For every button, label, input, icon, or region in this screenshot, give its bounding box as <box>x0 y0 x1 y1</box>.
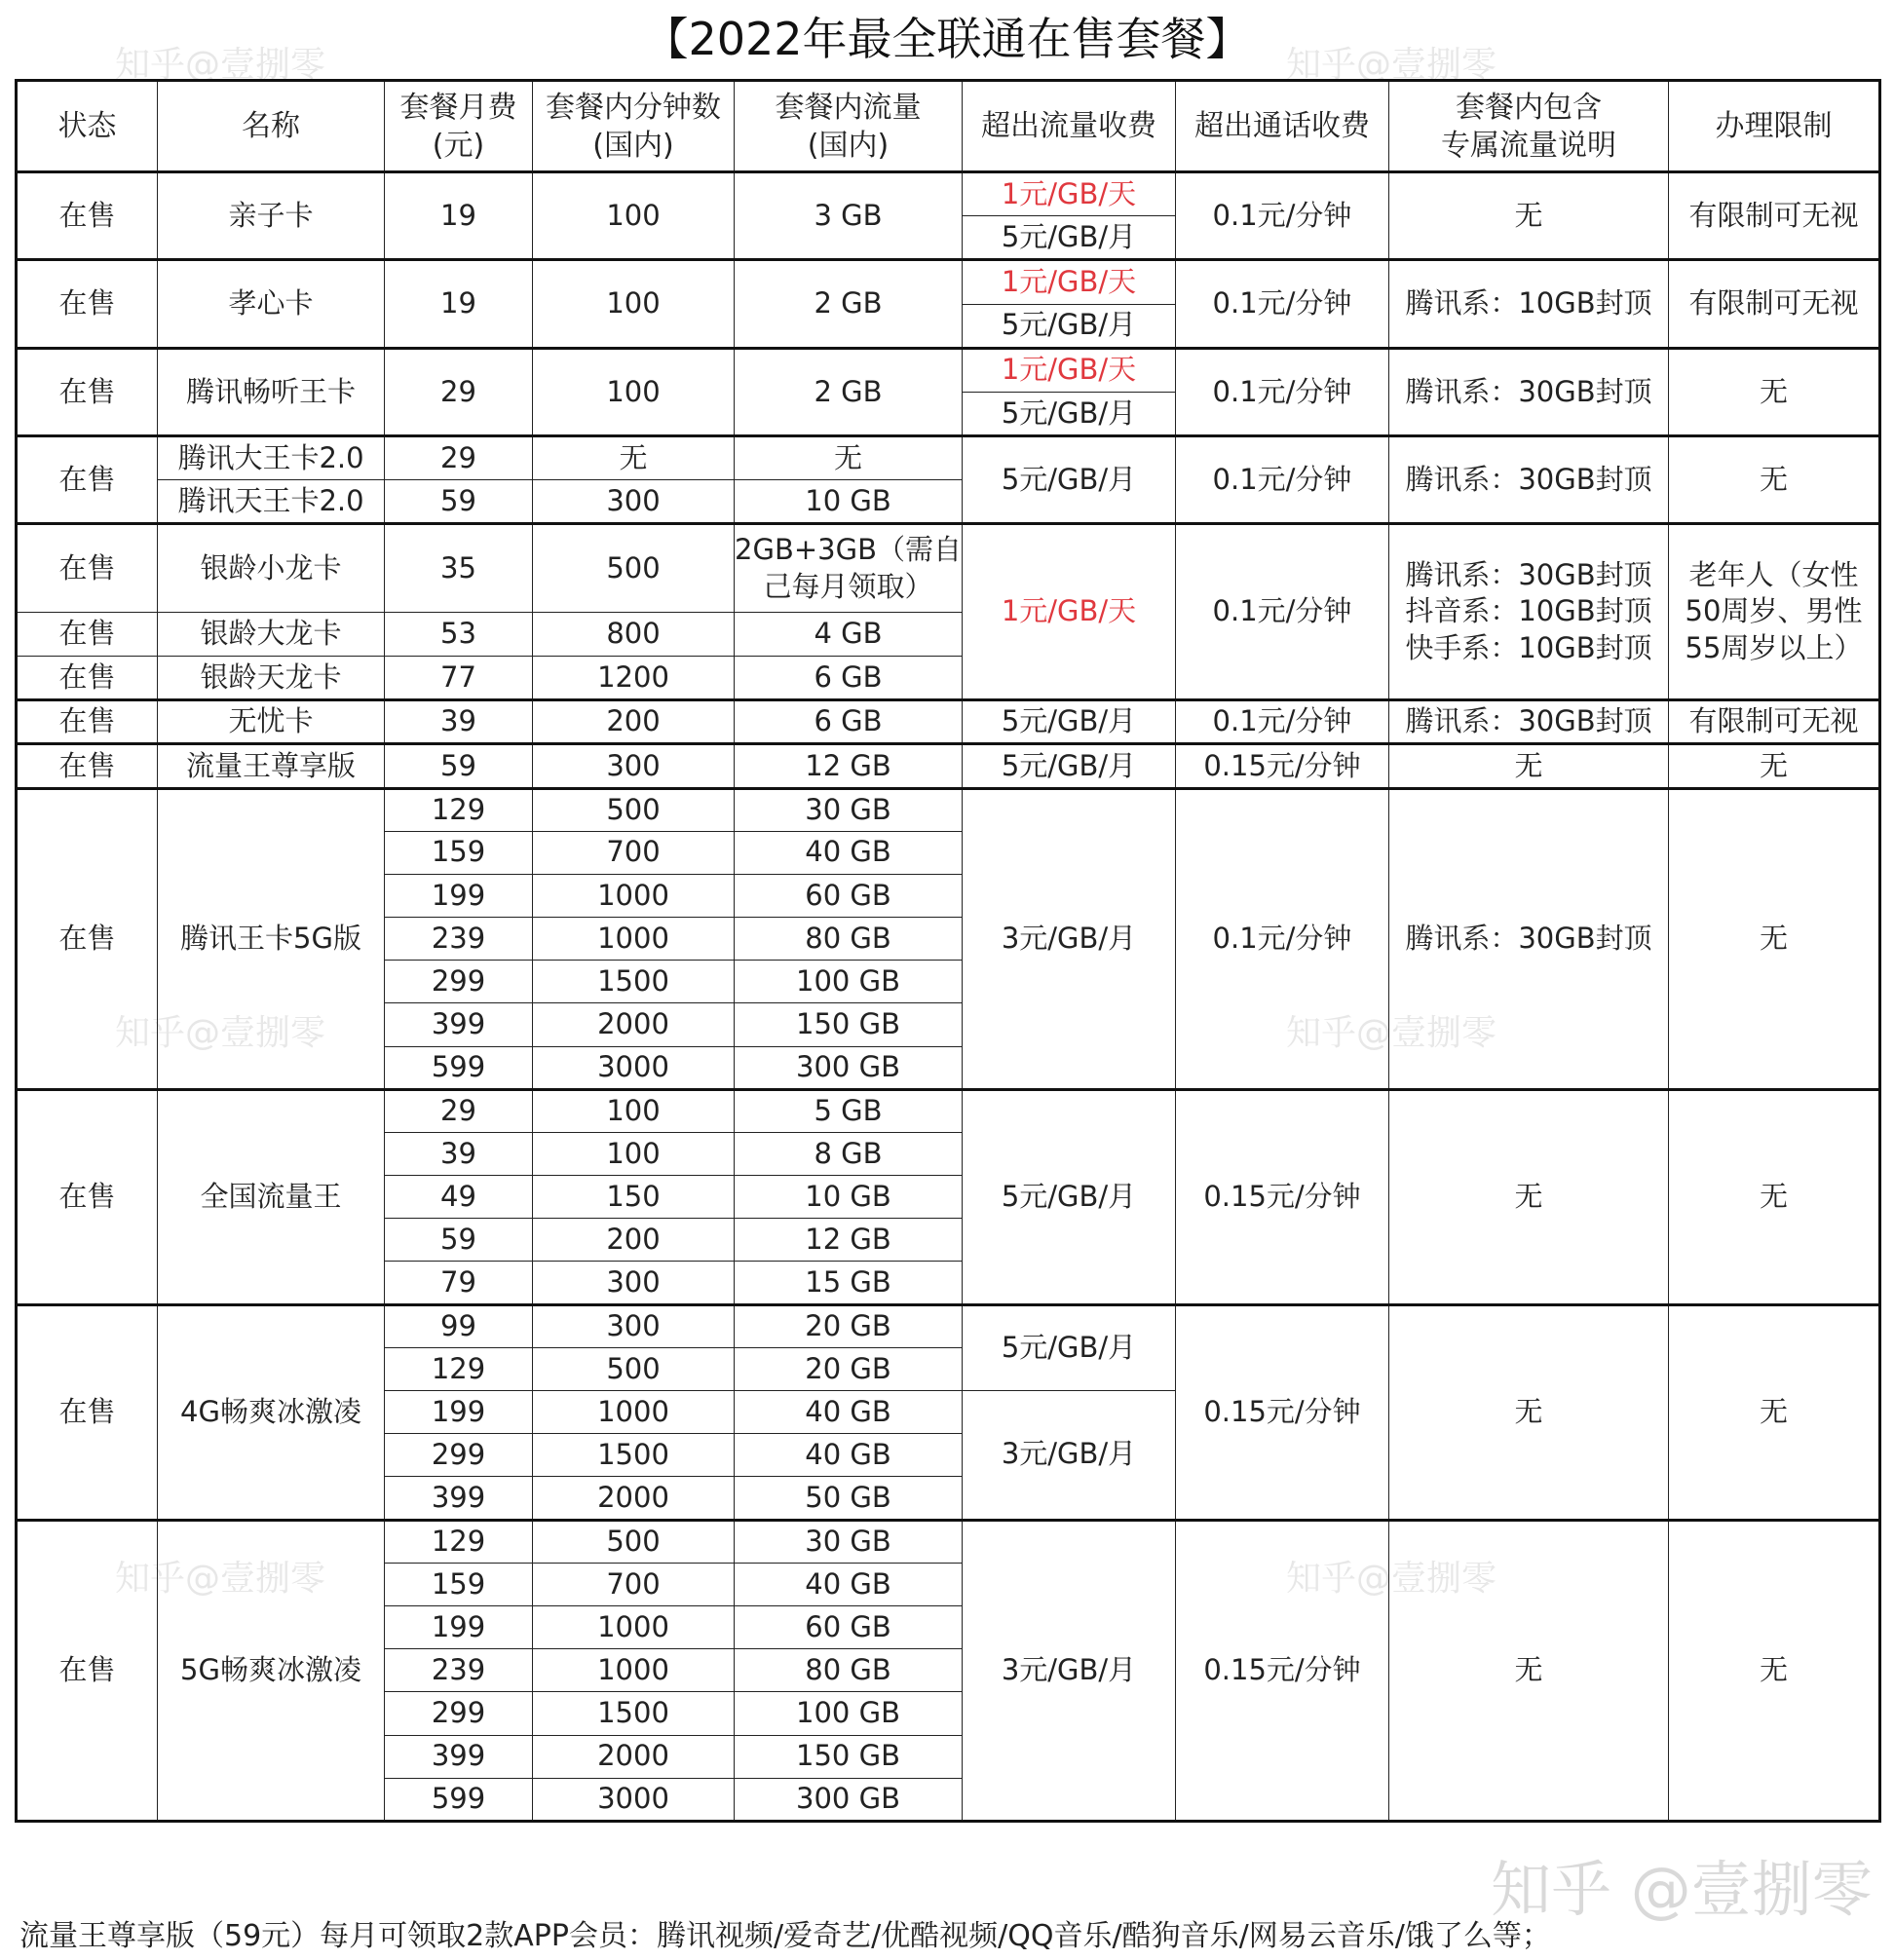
page-title: 【2022年最全联通在售套餐】 <box>643 13 1251 65</box>
row-group <box>17 1304 1880 1520</box>
included-cell: 无 <box>1389 1520 1669 1821</box>
data-cell: 100 GB <box>735 1692 963 1735</box>
included-cell: 无 <box>1389 744 1669 788</box>
data-cell <box>735 524 963 612</box>
table-row <box>17 436 1880 480</box>
name-cell: 银龄大龙卡 <box>158 612 385 656</box>
included-cell: 无 <box>1389 1304 1669 1520</box>
limit-line: 50周岁、男性 <box>1685 594 1863 628</box>
table-row <box>17 788 1880 831</box>
minutes-cell: 150 <box>533 1176 735 1219</box>
status-cell: 在售 <box>17 1520 158 1821</box>
fee-cell: 39 <box>385 1132 533 1175</box>
col-fee <box>385 81 533 172</box>
limit-cell: 无 <box>1669 1304 1880 1520</box>
watermark: 知乎@壹捌零 <box>1286 1559 1497 1599</box>
limit-line: 老年人（女性 <box>1688 557 1859 591</box>
limit-line: 55周岁以上） <box>1685 631 1863 665</box>
minutes-cell: 1200 <box>533 656 735 699</box>
limit-cell: 无 <box>1669 436 1880 524</box>
fee-cell: 199 <box>385 874 533 917</box>
name-cell: 腾讯王卡5G版 <box>158 788 385 1089</box>
fee-cell: 399 <box>385 1477 533 1520</box>
fee-cell: 199 <box>385 1605 533 1648</box>
fee-cell: 59 <box>385 480 533 524</box>
overdata-cell: 3元/GB/月 <box>963 1520 1176 1821</box>
col-overcall: 超出通话收费 <box>1176 81 1389 172</box>
name-cell: 孝心卡 <box>158 260 385 348</box>
table-row <box>17 1089 1880 1132</box>
overdata-cell: 1元/GB/天 <box>963 172 1176 216</box>
fee-cell: 199 <box>385 1391 533 1434</box>
table-row <box>17 700 1880 744</box>
col-included-l1: 套餐内包含 <box>1456 90 1602 125</box>
name-cell: 银龄小龙卡 <box>158 524 385 612</box>
overdata-cell: 5元/GB/月 <box>963 744 1176 788</box>
overdata-cell: 1元/GB/天 <box>963 348 1176 392</box>
fee-cell: 299 <box>385 961 533 1003</box>
data-cell: 12 GB <box>735 744 963 788</box>
minutes-cell: 500 <box>533 524 735 612</box>
data-cell: 10 GB <box>735 1176 963 1219</box>
fee-cell: 29 <box>385 1089 533 1132</box>
data-cell: 2 GB <box>735 260 963 348</box>
minutes-cell: 500 <box>533 1520 735 1563</box>
limit-cell: 无 <box>1669 1089 1880 1304</box>
overcall-cell: 0.1元/分钟 <box>1176 348 1389 435</box>
status-cell: 在售 <box>17 788 158 1089</box>
limit-cell: 有限制可无视 <box>1669 172 1880 260</box>
col-data-l2: (国内) <box>807 128 890 163</box>
row-group <box>17 524 1880 700</box>
minutes-cell: 100 <box>533 348 735 435</box>
fee-cell: 399 <box>385 1003 533 1046</box>
included-cell: 腾讯系：30GB封顶 <box>1389 788 1669 1089</box>
watermark: 知乎@壹捌零 <box>1286 45 1497 85</box>
fee-cell: 49 <box>385 1176 533 1219</box>
status-cell: 在售 <box>17 612 158 656</box>
fee-cell: 29 <box>385 436 533 480</box>
name-cell: 4G畅爽冰激凌 <box>158 1304 385 1520</box>
data-cell: 40 GB <box>735 831 963 874</box>
fee-cell: 19 <box>385 260 533 348</box>
name-cell: 全国流量王 <box>158 1089 385 1304</box>
fee-cell: 239 <box>385 1649 533 1692</box>
limit-cell: 无 <box>1669 348 1880 435</box>
col-status: 状态 <box>17 81 158 172</box>
fee-cell: 35 <box>385 524 533 612</box>
overcall-cell: 0.15元/分钟 <box>1176 1089 1389 1304</box>
minutes-cell: 100 <box>533 260 735 348</box>
data-cell: 30 GB <box>735 1520 963 1563</box>
data-cell: 60 GB <box>735 874 963 917</box>
minutes-cell: 500 <box>533 1347 735 1390</box>
data-cell: 40 GB <box>735 1434 963 1477</box>
minutes-cell: 1000 <box>533 918 735 961</box>
data-cell: 80 GB <box>735 1649 963 1692</box>
minutes-cell: 2000 <box>533 1477 735 1520</box>
included-cell: 无 <box>1389 1089 1669 1304</box>
minutes-cell: 700 <box>533 831 735 874</box>
overcall-cell: 0.1元/分钟 <box>1176 788 1389 1089</box>
minutes-cell: 无 <box>533 436 735 480</box>
data-cell: 2 GB <box>735 348 963 435</box>
data-cell: 无 <box>735 436 963 480</box>
col-included-l2: 专属流量说明 <box>1441 128 1616 163</box>
col-included <box>1389 81 1669 172</box>
fee-cell: 79 <box>385 1262 533 1304</box>
name-cell: 腾讯天王卡2.0 <box>158 480 385 524</box>
fee-cell: 129 <box>385 788 533 831</box>
data-cell: 100 GB <box>735 961 963 1003</box>
row-group <box>17 1089 1880 1304</box>
data-cell: 6 GB <box>735 656 963 699</box>
footer-note: 流量王尊享版（59元）每月可领取2款APP会员：腾讯视频/爱奇艺/优酷视频/QQ音乐/酷狗音乐/网易云音乐/饿了么等； <box>19 1919 1551 1953</box>
name-cell: 流量王尊享版 <box>158 744 385 788</box>
data-cell: 8 GB <box>735 1132 963 1175</box>
data-cell: 15 GB <box>735 1262 963 1304</box>
col-minutes-l1: 套餐内分钟数 <box>546 90 721 125</box>
data-cell: 50 GB <box>735 1477 963 1520</box>
minutes-cell: 300 <box>533 1304 735 1347</box>
overdata-cell: 1元/GB/天 <box>963 260 1176 304</box>
fee-cell: 159 <box>385 1563 533 1605</box>
overcall-cell: 0.15元/分钟 <box>1176 1304 1389 1520</box>
data-line: 己每月领取） <box>763 569 933 603</box>
data-cell: 4 GB <box>735 612 963 656</box>
overdata-cell: 5元/GB/月 <box>963 216 1176 260</box>
data-cell: 300 GB <box>735 1046 963 1089</box>
table-row <box>17 744 1880 788</box>
fee-cell: 19 <box>385 172 533 260</box>
status-cell: 在售 <box>17 744 158 788</box>
fee-cell: 129 <box>385 1347 533 1390</box>
minutes-cell: 200 <box>533 700 735 744</box>
minutes-cell: 1500 <box>533 961 735 1003</box>
minutes-cell: 800 <box>533 612 735 656</box>
watermark: 知乎@壹捌零 <box>115 1559 326 1599</box>
overdata-cell: 3元/GB/月 <box>963 1391 1176 1521</box>
overcall-cell: 0.1元/分钟 <box>1176 436 1389 524</box>
overdata-cell: 5元/GB/月 <box>963 1304 1176 1390</box>
header-row <box>17 81 1880 172</box>
minutes-cell: 2000 <box>533 1735 735 1778</box>
fee-cell: 299 <box>385 1434 533 1477</box>
watermark: 知乎@壹捌零 <box>1286 1013 1497 1053</box>
row-group <box>17 744 1880 788</box>
status-cell: 在售 <box>17 436 158 524</box>
minutes-cell: 3000 <box>533 1778 735 1821</box>
overcall-cell: 0.1元/分钟 <box>1176 700 1389 744</box>
table-row <box>17 1520 1880 1563</box>
data-cell: 40 GB <box>735 1391 963 1434</box>
data-cell: 12 GB <box>735 1219 963 1262</box>
minutes-cell: 500 <box>533 788 735 831</box>
fee-cell: 129 <box>385 1520 533 1563</box>
fee-cell: 599 <box>385 1778 533 1821</box>
fee-cell: 59 <box>385 744 533 788</box>
fee-cell: 53 <box>385 612 533 656</box>
overcall-cell: 0.1元/分钟 <box>1176 172 1389 260</box>
overdata-cell: 5元/GB/月 <box>963 392 1176 435</box>
minutes-cell: 700 <box>533 1563 735 1605</box>
minutes-cell: 1500 <box>533 1434 735 1477</box>
row-group <box>17 700 1880 744</box>
fee-cell: 159 <box>385 831 533 874</box>
data-cell: 80 GB <box>735 918 963 961</box>
plan-table <box>15 79 1881 1823</box>
limit-cell: 有限制可无视 <box>1669 260 1880 348</box>
minutes-cell: 100 <box>533 1089 735 1132</box>
included-line: 腾讯系：30GB封顶 <box>1405 557 1652 591</box>
fee-cell: 599 <box>385 1046 533 1089</box>
minutes-cell: 1000 <box>533 1649 735 1692</box>
minutes-cell: 300 <box>533 744 735 788</box>
minutes-cell: 1000 <box>533 1391 735 1434</box>
fee-cell: 29 <box>385 348 533 435</box>
fee-cell: 39 <box>385 700 533 744</box>
watermark: 知乎@壹捌零 <box>115 1013 326 1053</box>
col-overdata: 超出流量收费 <box>963 81 1176 172</box>
name-cell: 无忧卡 <box>158 700 385 744</box>
data-cell: 60 GB <box>735 1605 963 1648</box>
status-cell: 在售 <box>17 524 158 612</box>
row-group <box>17 436 1880 524</box>
status-cell: 在售 <box>17 1089 158 1304</box>
row-group <box>17 348 1880 435</box>
row-group <box>17 260 1880 348</box>
minutes-cell: 200 <box>533 1219 735 1262</box>
fee-cell: 299 <box>385 1692 533 1735</box>
limit-cell: 无 <box>1669 788 1880 1089</box>
table-row <box>17 260 1880 304</box>
minutes-cell: 300 <box>533 1262 735 1304</box>
overdata-cell: 5元/GB/月 <box>963 304 1176 348</box>
status-cell: 在售 <box>17 348 158 435</box>
included-cell: 腾讯系：30GB封顶 <box>1389 348 1669 435</box>
included-cell: 腾讯系：30GB封顶 <box>1389 436 1669 524</box>
fee-cell: 239 <box>385 918 533 961</box>
row-group <box>17 172 1880 260</box>
col-minutes <box>533 81 735 172</box>
limit-cell <box>1669 524 1880 700</box>
col-minutes-l2: (国内) <box>592 128 674 163</box>
data-cell: 20 GB <box>735 1347 963 1390</box>
included-cell: 无 <box>1389 172 1669 260</box>
minutes-cell: 3000 <box>533 1046 735 1089</box>
minutes-cell: 100 <box>533 1132 735 1175</box>
minutes-cell: 1000 <box>533 874 735 917</box>
brand-watermark: 知乎 @壹捌零 <box>1491 1854 1873 1925</box>
overcall-cell: 0.15元/分钟 <box>1176 1520 1389 1821</box>
col-fee-l1: 套餐月费 <box>399 90 517 125</box>
limit-cell: 无 <box>1669 744 1880 788</box>
fee-cell: 99 <box>385 1304 533 1347</box>
row-group <box>17 1520 1880 1821</box>
data-cell: 150 GB <box>735 1735 963 1778</box>
limit-cell: 有限制可无视 <box>1669 700 1880 744</box>
included-line: 抖音系：10GB封顶 <box>1405 594 1652 628</box>
table-row <box>17 524 1880 612</box>
minutes-cell: 100 <box>533 172 735 260</box>
status-cell: 在售 <box>17 700 158 744</box>
watermark: 知乎@壹捌零 <box>115 45 326 85</box>
minutes-cell: 1500 <box>533 1692 735 1735</box>
limit-cell: 无 <box>1669 1520 1880 1821</box>
name-cell: 5G畅爽冰激凌 <box>158 1520 385 1821</box>
table-row <box>17 172 1880 216</box>
minutes-cell: 1000 <box>533 1605 735 1648</box>
fee-cell: 59 <box>385 1219 533 1262</box>
status-cell: 在售 <box>17 260 158 348</box>
fee-cell: 399 <box>385 1735 533 1778</box>
status-cell: 在售 <box>17 1304 158 1520</box>
col-name: 名称 <box>158 81 385 172</box>
col-limit: 办理限制 <box>1669 81 1880 172</box>
name-cell: 腾讯畅听王卡 <box>158 348 385 435</box>
table-row <box>17 348 1880 392</box>
data-cell: 3 GB <box>735 172 963 260</box>
data-cell: 40 GB <box>735 1563 963 1605</box>
data-cell: 5 GB <box>735 1089 963 1132</box>
included-line: 快手系：10GB封顶 <box>1405 631 1652 665</box>
data-cell: 20 GB <box>735 1304 963 1347</box>
data-line: 2GB+3GB（需自 <box>735 532 962 566</box>
name-cell: 亲子卡 <box>158 172 385 260</box>
overdata-cell: 3元/GB/月 <box>963 788 1176 1089</box>
overcall-cell: 0.1元/分钟 <box>1176 260 1389 348</box>
included-cell <box>1389 524 1669 700</box>
status-cell: 在售 <box>17 172 158 260</box>
overdata-cell: 5元/GB/月 <box>963 1089 1176 1304</box>
fee-cell: 77 <box>385 656 533 699</box>
data-cell: 150 GB <box>735 1003 963 1046</box>
col-data <box>735 81 963 172</box>
data-cell: 300 GB <box>735 1778 963 1821</box>
name-cell: 银龄天龙卡 <box>158 656 385 699</box>
overdata-cell: 5元/GB/月 <box>963 700 1176 744</box>
included-cell: 腾讯系：30GB封顶 <box>1389 700 1669 744</box>
data-cell: 10 GB <box>735 480 963 524</box>
overdata-cell: 1元/GB/天 <box>963 524 1176 700</box>
included-cell: 腾讯系：10GB封顶 <box>1389 260 1669 348</box>
data-cell: 30 GB <box>735 788 963 831</box>
name-cell: 腾讯大王卡2.0 <box>158 436 385 480</box>
table-row <box>17 1304 1880 1347</box>
row-group <box>17 788 1880 1089</box>
overdata-cell: 5元/GB/月 <box>963 436 1176 524</box>
overcall-cell: 0.1元/分钟 <box>1176 524 1389 700</box>
col-data-l1: 套餐内流量 <box>775 90 922 125</box>
minutes-cell: 2000 <box>533 1003 735 1046</box>
status-cell: 在售 <box>17 656 158 699</box>
overcall-cell: 0.15元/分钟 <box>1176 744 1389 788</box>
data-cell: 6 GB <box>735 700 963 744</box>
minutes-cell: 300 <box>533 480 735 524</box>
col-fee-l2: (元) <box>432 128 485 163</box>
